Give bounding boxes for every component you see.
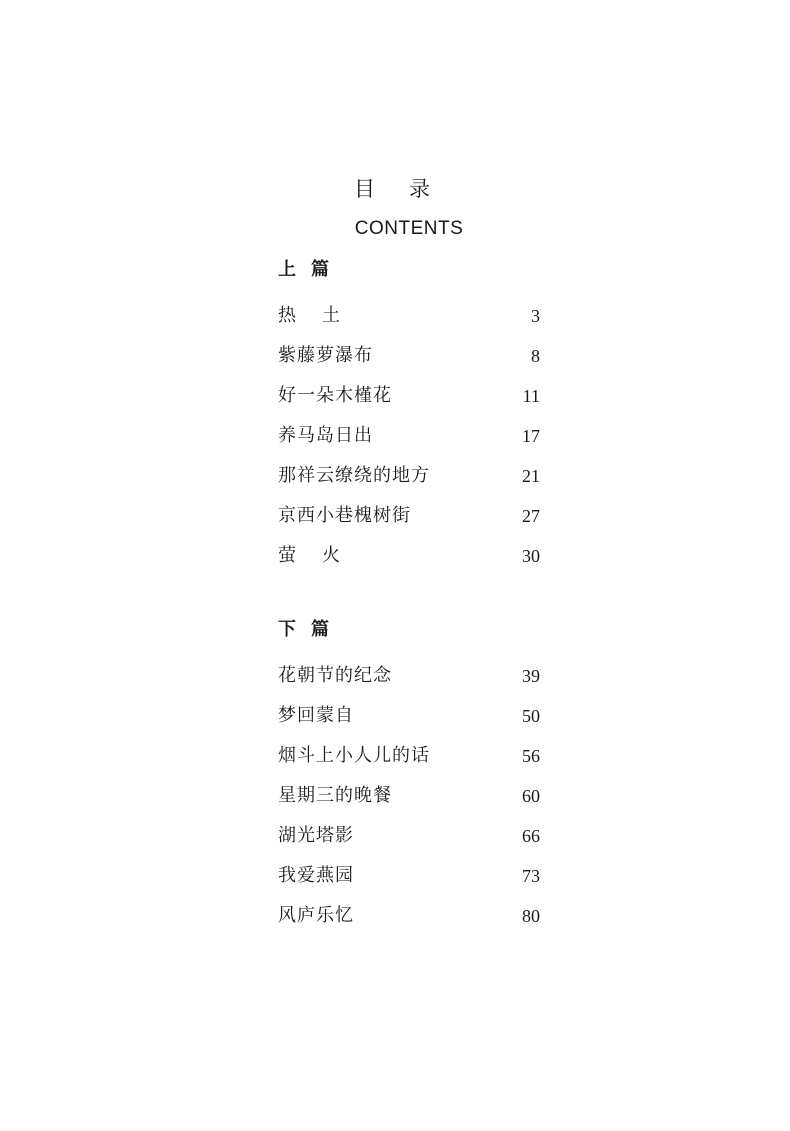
page-subtitle: CONTENTS (354, 218, 464, 239)
entry-page-number: 3 (531, 306, 540, 326)
toc-entry[interactable] (278, 776, 540, 816)
section-heading: 下篇 (278, 619, 344, 640)
entry-title: 星期三的晚餐 (278, 785, 392, 806)
toc-entry[interactable] (278, 736, 540, 776)
toc-entry[interactable] (278, 696, 540, 736)
entry-title: 好一朵木槿花 (278, 385, 392, 406)
entry-page-number: 30 (522, 546, 540, 566)
entry-page-number: 80 (522, 906, 540, 926)
entry-page-number: 50 (522, 706, 540, 726)
entry-page-number: 27 (522, 506, 540, 526)
toc-entry[interactable] (278, 336, 540, 376)
entry-title: 风庐乐忆 (278, 905, 354, 926)
entry-title: 梦回蒙自 (278, 705, 354, 726)
entry-page-number: 17 (522, 426, 540, 446)
section-part-1 (278, 256, 540, 576)
entry-title: 那祥云缭绕的地方 (278, 465, 430, 486)
entry-title: 湖光塔影 (278, 825, 354, 846)
toc-entry[interactable] (278, 376, 540, 416)
entry-title: 萤火 (278, 545, 366, 566)
toc-entry[interactable] (278, 816, 540, 856)
toc-entry[interactable] (278, 536, 540, 576)
entry-title: 我爱燕园 (278, 865, 354, 886)
entry-title: 紫藤萝瀑布 (278, 345, 373, 366)
section-heading: 上篇 (278, 259, 344, 280)
entry-page-number: 60 (522, 786, 540, 806)
toc-entry[interactable] (278, 896, 540, 936)
entry-title: 烟斗上小人儿的话 (278, 745, 430, 766)
entry-page-number: 73 (522, 866, 540, 886)
entry-title: 花朝节的纪念 (278, 665, 392, 686)
entry-page-number: 56 (522, 746, 540, 766)
toc-entry[interactable] (278, 856, 540, 896)
toc-entry[interactable] (278, 456, 540, 496)
entry-page-number: 8 (531, 346, 540, 366)
page-title: 目录 (354, 177, 464, 201)
toc-entry[interactable] (278, 416, 540, 456)
entry-page-number: 11 (522, 386, 540, 406)
toc-entry[interactable] (278, 496, 540, 536)
entry-page-number: 39 (522, 666, 540, 686)
toc-entry[interactable] (278, 296, 540, 336)
toc-entry[interactable] (278, 656, 540, 696)
section-part-2 (278, 616, 540, 936)
entry-page-number: 66 (522, 826, 540, 846)
entry-title: 热土 (278, 305, 366, 326)
entry-title: 京西小巷槐树街 (278, 505, 411, 526)
entry-title: 养马岛日出 (278, 425, 373, 446)
entry-page-number: 21 (522, 466, 540, 486)
